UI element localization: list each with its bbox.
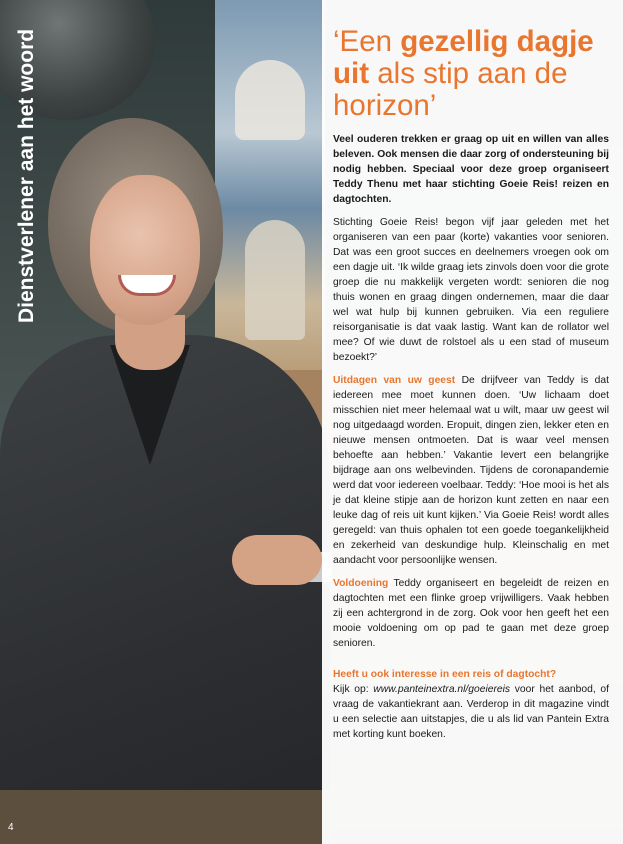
headline-part2: als stip aan de horizon’ (333, 57, 568, 122)
headline-bold: gezellig dagje uit (333, 25, 594, 90)
page-number: 4 (8, 822, 14, 833)
cta-paragraph (333, 682, 609, 742)
photo-desk (0, 790, 330, 844)
photo-person-hand (232, 535, 322, 585)
article (333, 26, 609, 742)
cta-url-link[interactable]: www.panteinextra.nl/goeiereis (373, 684, 511, 695)
cta-heading: Heeft u ook interesse in een reis of dagtocht? (333, 669, 557, 680)
photo-poster-figure-2 (245, 220, 305, 340)
headline-part1: ‘Een (333, 25, 401, 58)
cta-text-before: Kijk op: (333, 684, 374, 695)
paragraph-3 (333, 576, 609, 651)
paragraph-1: Stichting Goeie Reis! begon vijf jaar geleden met het organiseren van een paar (korte) vakanties voor senioren. Dat was een groot succes en deelnemers vroegen ook om een dagje uit. ‘Ik wilde graag iets zinvols doen voor die grote groep die nu makkelijk vergeten wordt: senioren die nog thuis wonen en graag dingen ondernemen, maar die daar wel wat hulp bij kunnen gebruiken. Via een reguliere reisorganisatie is dat vaak lastig. Want kan de rollator wel mee? Of wie duwt de rolstoel als u een stad of museum bezoekt?’ (333, 217, 609, 363)
paragraph-2-label: Uitdagen van uw geest (333, 375, 456, 386)
paragraph-2 (333, 373, 609, 568)
headline (333, 26, 609, 122)
lead-paragraph: Veel ouderen trekken er graag op uit en willen van alles beleven. Ook mensen die daar zorg of ondersteuning bij nodig hebben. Speciaal voor deze groep organiseert Teddy Thenu met haar stichting Goeie Reis! reizen en dagtochten. (333, 134, 609, 205)
photo-poster-figure (235, 60, 305, 140)
paragraph-2-text: De drijfveer van Teddy is dat iedereen mee moet kunnen doen. ‘Uw lichaam doet misschien niet meer helemaal wat u wilt, maar uw geest wil nog uitgedaagd worden. Eropuit, dingen zien, lekker eten en nieuwe mensen ontmoeten. Dat is waar veel mensen behoefte aan hebben.’ Vakantie levert een belangrijke bijdrage aan ons welbevinden. Tijdens de coronapandemie werd dat voor iedereen voelbaar. Teddy: ‘Hoe mooi is het als je dat kleine stipje aan de horizon kunt zetten en naar een leuke dag of reis uit kunt kijken.’ Via Goeie Reis! wordt alles geregeld: van thuis ophalen tot een goede toegankelijkheid en zekerheid van deskundige hulp. Kleinschalig en met aandacht voor persoonlijke wensen. (333, 375, 609, 566)
section-label: Dienstverlener aan het woord (15, 28, 38, 323)
paragraph-3-text: Teddy organiseert en begeleidt de reizen en dagtochten met een flinke groep vrijwilligers. Vaak hebben zij een achtergrond in de zorg. Ook voor hen geeft het een mooie voldoening om op pad te gaan met deze groep senioren. (333, 578, 609, 649)
photo-person-face (90, 175, 200, 325)
cta-text-after: voor het aanbod, of vraag de vakantiekrant aan. Verderop in dit magazine vindt u een selectie aan uitstapjes, die u als lid van Pantein Extra met korting kunt boeken. (333, 684, 609, 740)
paragraph-3-label: Voldoening (333, 578, 389, 589)
